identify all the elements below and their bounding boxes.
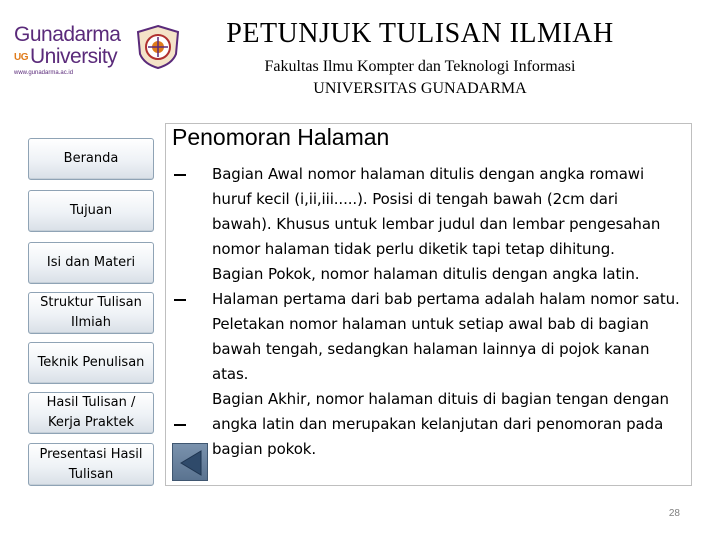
bullet-dash [174, 424, 186, 426]
nav-label: Teknik Penulisan [37, 355, 145, 370]
bullet-dash [174, 174, 186, 176]
bullet-item: Bagian Akhir, nomor halaman dituis di bagian tengan dengan angka latin dan merupakan kelanjutan dari penomoran pada bagian pokok. [212, 390, 669, 458]
nav-teknik-button[interactable] [28, 342, 154, 384]
nav-struktur-button[interactable] [28, 292, 154, 334]
gunadarma-logo [14, 20, 174, 80]
university-seal-icon [136, 24, 180, 70]
nav-isi-materi-button[interactable] [28, 242, 154, 284]
nav-label: Hasil Tulisan / Kerja Praktek [46, 395, 136, 430]
logo-line2 [14, 46, 132, 69]
page-title: PETUNJUK TULISAN ILMIAH [226, 18, 614, 49]
logo-wordmark [14, 24, 132, 76]
bullet-dash [174, 299, 186, 301]
bullet-list [212, 162, 682, 462]
nav-tujuan-button[interactable] [28, 190, 154, 232]
university-name: UNIVERSITAS GUNADARMA [313, 80, 527, 97]
section-heading: Penomoran Halaman [172, 124, 390, 150]
nav-label: Isi dan Materi [46, 255, 136, 270]
triangle-left-icon [173, 444, 209, 482]
logo-line1: Gunadarma [14, 23, 121, 46]
nav-label: Struktur Tulisan Ilmiah [40, 295, 142, 330]
nav-presentasi-button[interactable] [28, 443, 154, 486]
back-button[interactable] [172, 443, 208, 481]
page-number: 28 [668, 508, 680, 519]
nav-hasil-tulisan-button[interactable] [28, 392, 154, 434]
nav-label: Presentasi Hasil Tulisan [39, 446, 143, 482]
nav-label: Tujuan [69, 203, 113, 218]
logo-url: www.gunadarma.ac.id [14, 70, 74, 76]
logo-line2-text: University [30, 45, 118, 68]
logo-ug: UG [14, 52, 28, 63]
bullet-item: Bagian Awal nomor halaman ditulis dengan angka romawi huruf kecil (i,ii,iii.....). Posisi di tengah bawah (2cm dari bawah). Khusus untuk lembar judul dan lembar pengesahan nomor halaman tidak perlu diketik tapi tetap dihitung. [212, 165, 661, 258]
bullet-item: Bagian Pokok, nomor halaman ditulis dengan angka latin. Halaman pertama dari bab pertama adalah halam nomor satu. Peletakan nomor halaman untuk setiap awal bab di bagian bawah tengah, sedangkan halaman lainnya di pojok kanan atas. [212, 265, 680, 383]
nav-beranda-button[interactable] [28, 138, 154, 180]
nav-label: Beranda [63, 151, 119, 166]
faculty-name: Fakultas Ilmu Kompter dan Teknologi Informasi [264, 58, 576, 75]
